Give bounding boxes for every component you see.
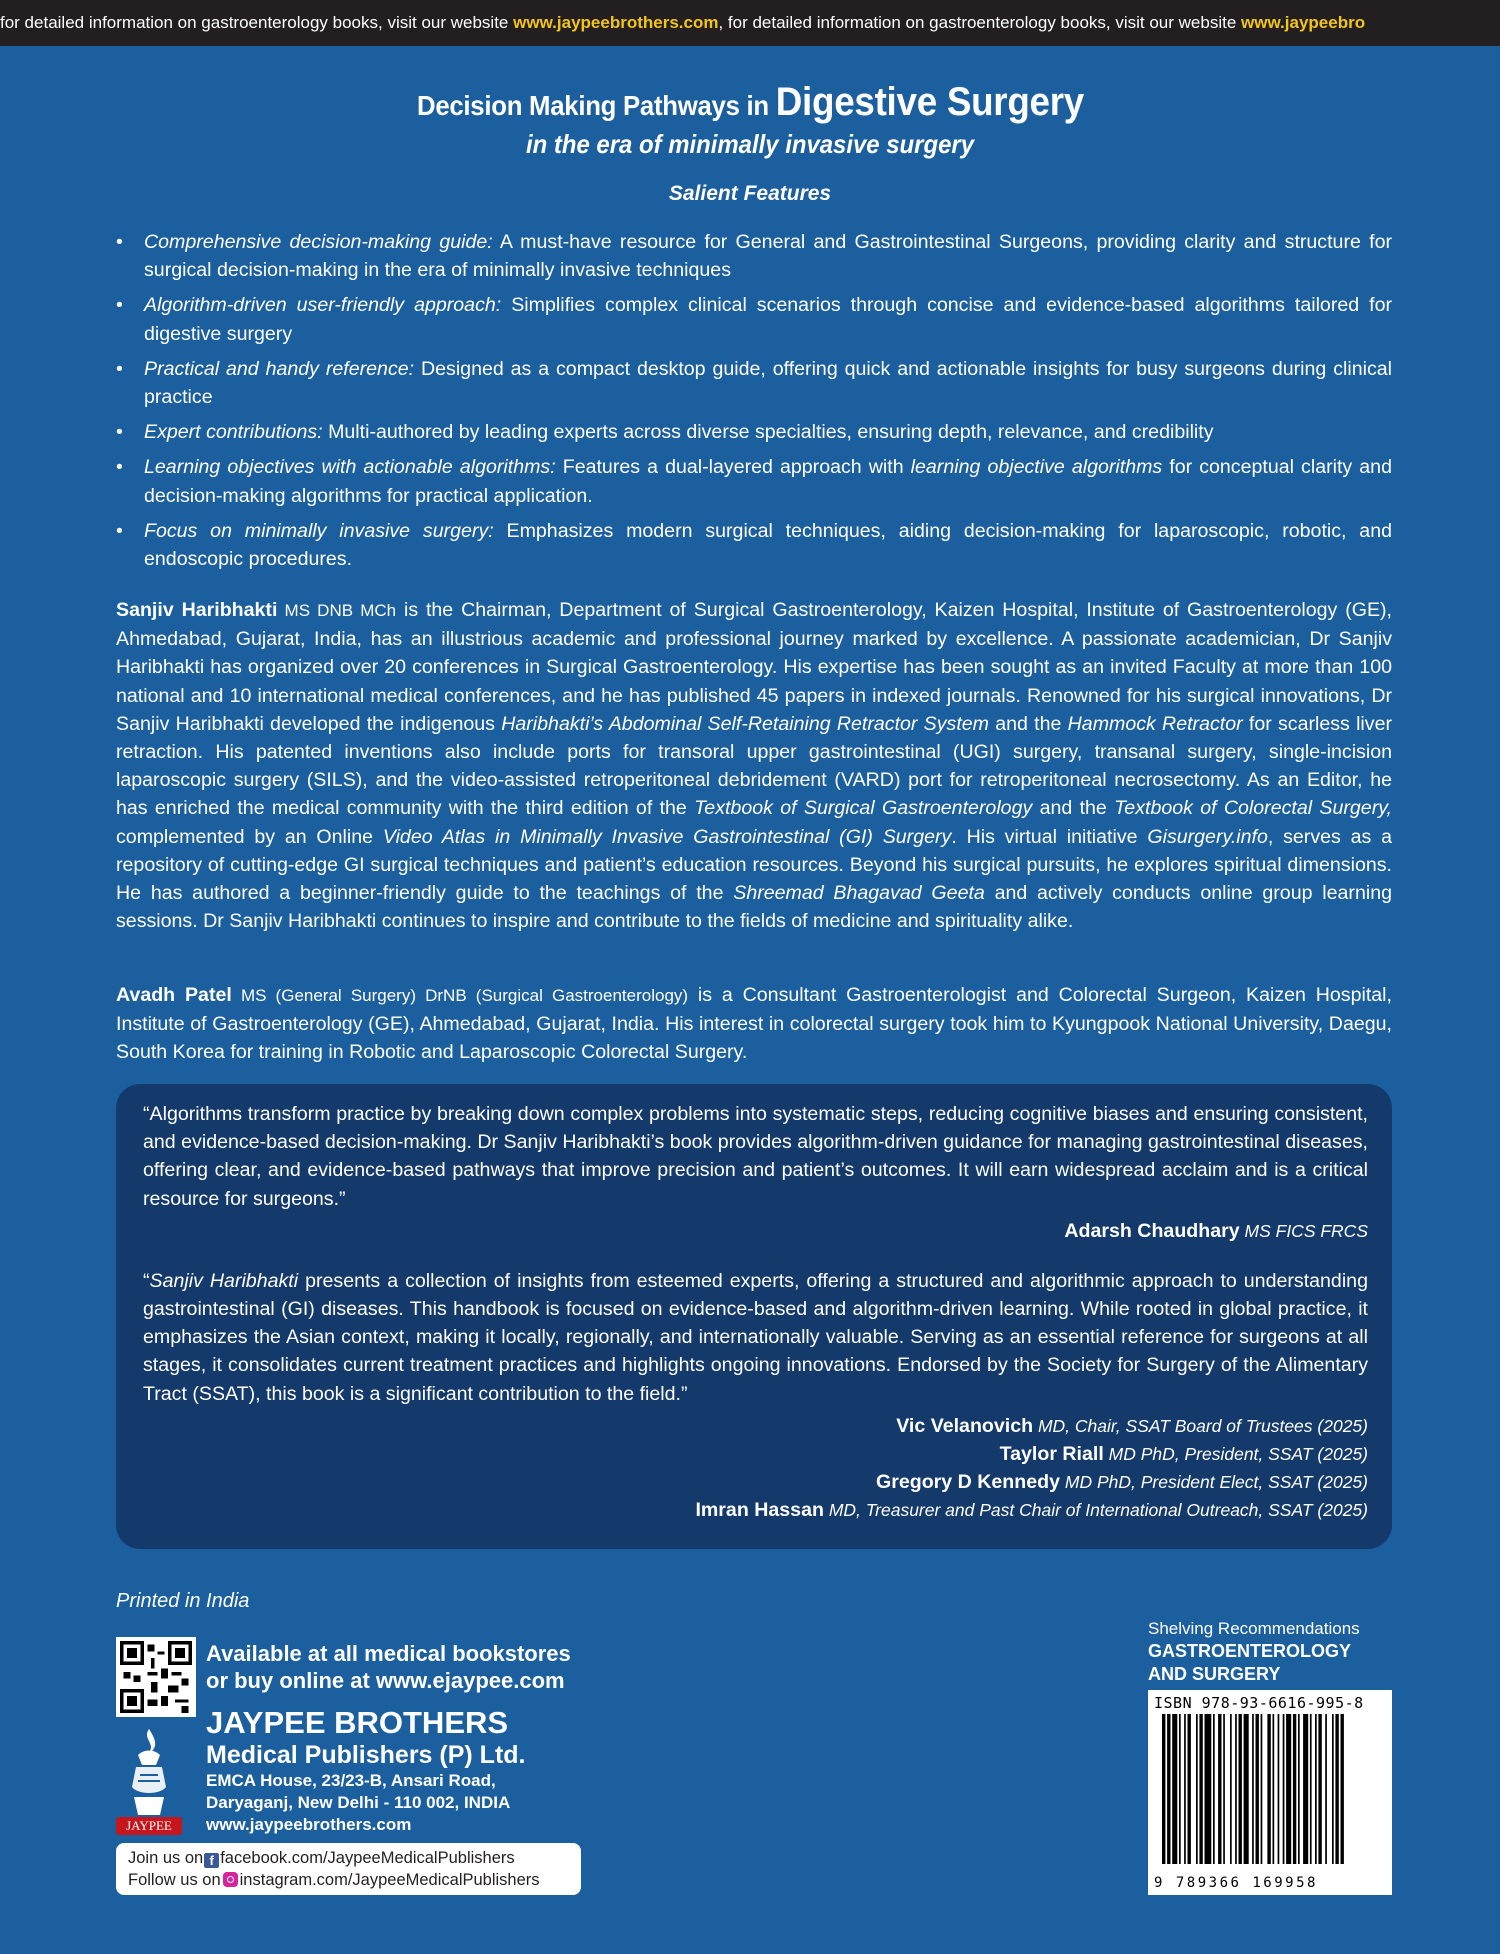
instagram-link[interactable]: instagram.com/JaypeeMedicalPublishers <box>239 1871 540 1889</box>
barcode-bar <box>1196 1714 1198 1864</box>
testimonials-box <box>116 1084 1392 1549</box>
qr-code-icon[interactable] <box>116 1637 196 1717</box>
feature-item <box>116 453 1392 509</box>
barcode-bar <box>1335 1714 1338 1864</box>
bio-italic: Textbook of Colorectal Surgery, <box>1114 797 1393 820</box>
author-name: Adarsh Chaudhary <box>1064 1219 1240 1242</box>
barcode-bar <box>1205 1714 1212 1864</box>
feature-text: for conceptual clarity and decision-making algorithms for practical application. <box>144 456 1392 507</box>
barcode-bar <box>1172 1714 1177 1864</box>
feature-text: Emphasizes modern surgical techniques, aiding decision-making for laparoscopic, robotic, and endoscopic procedures. <box>144 519 1392 571</box>
instagram-row[interactable] <box>128 1869 569 1891</box>
author-bio-patel <box>116 981 1392 1067</box>
barcode-bar <box>1298 1714 1300 1864</box>
author-name: Taylor Riall <box>999 1442 1104 1465</box>
title-main: Digestive Surgery <box>775 80 1084 124</box>
join-label: Join us on <box>128 1849 204 1867</box>
bio-text: . His virtual initiative <box>951 825 1148 848</box>
lamp-logo-icon <box>116 1725 182 1817</box>
quote-italic: Sanjiv Haribhakti <box>149 1269 299 1292</box>
barcode-bar <box>1278 1714 1280 1864</box>
barcode-bar <box>1293 1714 1296 1864</box>
shelving-recommendations <box>1148 1617 1360 1686</box>
barcode-bar <box>1230 1714 1232 1864</box>
facebook-row[interactable] <box>128 1847 569 1869</box>
testimonial-2-author <box>143 1468 1368 1496</box>
author-degrees: MS FICS FRCS <box>1239 1220 1368 1241</box>
follow-label: Follow us on <box>128 1871 221 1889</box>
feature-text: Features a dual-layered approach with <box>555 456 911 479</box>
barcode-bar <box>1223 1714 1225 1864</box>
barcode-bar <box>1315 1714 1317 1864</box>
feature-label: Focus on minimally invasive surgery: <box>144 519 494 542</box>
bio-text: is a Consultant Gastroenterologist and Colorectal Surgeon, Kaizen Hospital, Institute of Gastroenterology (GE), Ahmedabad, Gujarat, India. His interest in colorectal surgery took him to Kyungpook National University, Daegu, South Korea for training in Robotic and Laparoscopic Colorectal Surgery. <box>116 984 1392 1064</box>
author-degrees: MD, Chair, SSAT Board of Trustees (2025) <box>1033 1415 1368 1436</box>
jaypee-logo <box>116 1725 182 1835</box>
feature-item <box>116 228 1392 284</box>
feature-text: Multi-authored by leading experts across diverse specialties, ensuring depth, relevance, and credibility <box>322 421 1214 444</box>
barcode-bar <box>1286 1714 1291 1864</box>
author-name: Imran Hassan <box>695 1498 824 1521</box>
barcode-bar <box>1283 1714 1285 1864</box>
bio-italic: Haribhakti’s Abdominal Self-Retaining Retractor System <box>501 712 989 735</box>
barcode-bar <box>1218 1714 1221 1864</box>
bio-italic: Shreemad Bhagavad Geeta <box>733 882 985 905</box>
bio-italic: Textbook of Surgical Gastroenterology <box>694 797 1033 820</box>
feature-text: Simplifies complex clinical scenarios through concise and evidence-based algorithms tailored for digestive surgery <box>144 294 1392 345</box>
bio-text: and the <box>989 712 1068 735</box>
feature-emphasis: learning objective algorithms <box>910 456 1163 479</box>
available-line-2[interactable]: or buy online at www.ejaypee.com <box>206 1668 565 1693</box>
social-links <box>116 1843 581 1895</box>
feature-label: Comprehensive decision-making guide: <box>144 231 493 253</box>
quote-text: presents a collection of insights from esteemed experts, offering a structured and algorithmic approach to understanding gastrointestinal (GI) diseases. This handbook is focused on evidence-based and algorithm-driven learning. While rooted in global practice, it emphasizes the Asian context, making it locally, regionally, and internationally valuable. Serving as an essential reference for surgeons at all stages, it consolidates current treatment practices and highlights ongoing innovations. Endorsed by the Society for Surgery of the Alimentary Tract (SSAT), this book is a significant contribution to the field.” <box>143 1269 1368 1405</box>
feature-item <box>116 418 1392 446</box>
barcode-bar <box>1199 1714 1202 1864</box>
testimonial-2-author <box>143 1496 1368 1524</box>
author-degrees: MD PhD, President, SSAT (2025) <box>1103 1443 1368 1464</box>
top-banner <box>0 0 1500 46</box>
instagram-icon <box>223 1872 238 1887</box>
feature-item <box>116 291 1392 347</box>
bio-text: , serves as a repository of cutting-edge GI surgical techniques and patient’s education resources. Beyond his surgical pursuits, he explores spiritual dimensions. He has authored a beginner-friendly guide to the teachings of the <box>116 825 1393 905</box>
logo-label: JAYPEE <box>116 1817 182 1835</box>
barcode-bar <box>1179 1714 1181 1864</box>
bio-text: for scarless liver retraction. His patented inventions also include ports for transoral upper gastrointestinal (UGI) surgery, transanal surgery, single-incision laparoscopic surgery (SILS), and the video-assisted retroperitoneal debridement (VARD) port for retroperitoneal necrosectomy. As an Editor, he has enriched the medical community with the third edition of the <box>116 712 1392 820</box>
bio-text: and the <box>1032 797 1115 820</box>
title-prefix: Decision Making Pathways in <box>416 90 776 121</box>
publisher-address-1: EMCA House, 23/23-B, Ansari Road, <box>206 1771 496 1790</box>
barcode-bar <box>1188 1714 1191 1864</box>
features-list <box>116 228 1392 580</box>
barcode-bar <box>1256 1714 1259 1864</box>
barcode-bars <box>1154 1714 1386 1874</box>
feature-text: A must-have resource for General and Gastrointestinal Surgeons, providing clarity and structure for surgical decision-making in the era of minimally invasive techniques <box>144 231 1393 282</box>
banner-text-1: for detailed information on gastroenterology books, visit our website <box>0 13 514 32</box>
feature-label: Learning objectives with actionable algorithms: <box>144 456 556 479</box>
bio-italic: Gisurgery.info <box>1147 825 1268 848</box>
barcode-bar <box>1325 1714 1327 1864</box>
bio-italic: Video Atlas in Minimally Invasive Gastrointestinal (GI) Surgery <box>382 825 952 848</box>
barcode-bar <box>1167 1714 1170 1864</box>
barcode-bar <box>1318 1714 1321 1864</box>
book-title <box>416 80 1083 125</box>
testimonial-2-author <box>143 1412 1368 1440</box>
publisher-website[interactable]: www.jaypeebrothers.com <box>206 1815 412 1834</box>
author-degrees: MS (General Surgery) DrNB (Surgical Gastroenterology) <box>231 986 689 1005</box>
shelving-category-1: GASTROENTEROLOGY <box>1148 1641 1352 1661</box>
isbn-number: ISBN 978-93-6616-995-8 <box>1154 1694 1364 1712</box>
testimonial-1-author <box>143 1217 1368 1245</box>
bio-text: is the Chairman, Department of Surgical Gastroenterology, Kaizen Hospital, Institute of Gastroenterology (GE), Ahmedabad, Gujarat, India, has an illustrious academic and professional journey marked by excellence. A passionate academician, Dr Sanjiv Haribhakti has organized over 20 conferences in Surgical Gastroenterology. His expertise has been sought as an invited Faculty at more than 100 national and 10 international medical conferences, and he has published 45 papers in indexed journals. Renowned for his surgical innovations, Dr Sanjiv Haribhakti developed the indigenous <box>116 599 1392 735</box>
banner-text-2: , for detailed information on gastroenterology books, visit our website <box>718 13 1242 32</box>
title-block <box>0 80 1500 206</box>
bio-text: and actively conducts online group learning sessions. Dr Sanjiv Haribhakti continues to inspire and contribute to the fields of medicine and spirituality alike. <box>116 882 1392 933</box>
publisher-name: JAYPEE BROTHERS <box>206 1705 509 1740</box>
author-name: Gregory D Kennedy <box>875 1470 1060 1493</box>
feature-label: Practical and handy reference: <box>144 357 415 380</box>
publisher-info <box>206 1706 526 1836</box>
printed-in-india: Printed in India <box>116 1590 250 1612</box>
publisher-subname: Medical Publishers (P) Ltd. <box>206 1741 526 1769</box>
testimonial-2-text <box>143 1267 1368 1408</box>
barcode-bar <box>1213 1714 1215 1864</box>
publisher-address-2: Daryaganj, New Delhi - 110 002, INDIA <box>206 1793 511 1812</box>
banner-url-2[interactable]: www.jaypeebro <box>1241 13 1366 32</box>
barcode-bar <box>1239 1714 1242 1864</box>
author-bio-haribhakti <box>116 596 1392 935</box>
shelving-category-2: AND SURGERY <box>1148 1664 1281 1684</box>
barcode-bar <box>1261 1714 1263 1864</box>
author-name: Sanjiv Haribhakti <box>116 599 278 621</box>
facebook-icon: f <box>204 1853 219 1868</box>
salient-features-heading: Salient Features <box>668 182 832 205</box>
barcode-bar <box>1273 1714 1275 1864</box>
facebook-link[interactable]: facebook.com/JaypeeMedicalPublishers <box>220 1849 515 1867</box>
testimonial-1-text: “Algorithms transform practice by breaking down complex problems into systematic steps, reducing cognitive biases and ensuring consistent, and evidence-based decision-making. Dr Sanjiv Haribhakti’s book provides algorithm-driven guidance for managing gastrointestinal diseases, offering clear, and evidence-based pathways that improve precision and patient’s outcomes. It will earn widespread acclaim and is a critical resource for surgeons.” <box>143 1103 1368 1210</box>
author-degrees: MS DNB MCh <box>277 601 397 620</box>
barcode-bar <box>1332 1714 1334 1864</box>
banner-url-1[interactable]: www.jaypeebrothers.com <box>513 13 719 32</box>
barcode-bar <box>1184 1714 1186 1864</box>
quote-mark: “ <box>143 1269 150 1292</box>
barcode-digits: 9 789366 169958 <box>1154 1875 1318 1891</box>
bio-italic: Hammock Retractor <box>1067 712 1243 735</box>
available-line-1: Available at all medical bookstores <box>206 1641 571 1666</box>
isbn-barcode <box>1148 1690 1392 1895</box>
bio-text: complemented by an Online <box>116 825 383 848</box>
author-name: Vic Velanovich <box>896 1414 1034 1437</box>
barcode-bar <box>1244 1714 1249 1864</box>
testimonial-2-author <box>143 1440 1368 1468</box>
author-degrees: MD, Treasurer and Past Chair of International Outreach, SSAT (2025) <box>823 1499 1368 1520</box>
availability-info <box>206 1640 571 1694</box>
feature-label: Expert contributions: <box>144 421 323 444</box>
barcode-bar <box>1341 1714 1344 1864</box>
feature-text: Designed as a compact desktop guide, offering quick and actionable insights for busy surgeons during clinical practice <box>144 357 1392 409</box>
feature-item <box>116 517 1392 573</box>
feature-item <box>116 355 1392 411</box>
shelving-label: Shelving Recommendations <box>1148 1619 1360 1638</box>
book-subtitle: in the era of minimally invasive surgery <box>525 129 975 159</box>
feature-label: Algorithm-driven user-friendly approach: <box>144 294 502 317</box>
author-degrees: MD PhD, President Elect, SSAT (2025) <box>1060 1471 1368 1492</box>
barcode-bar <box>1235 1714 1237 1864</box>
barcode-bar <box>1303 1714 1308 1864</box>
barcode-bar <box>1252 1714 1254 1864</box>
barcode-bar <box>1310 1714 1312 1864</box>
author-name: Avadh Patel <box>116 984 232 1006</box>
barcode-bar <box>1267 1714 1270 1864</box>
barcode-bar <box>1162 1714 1165 1864</box>
